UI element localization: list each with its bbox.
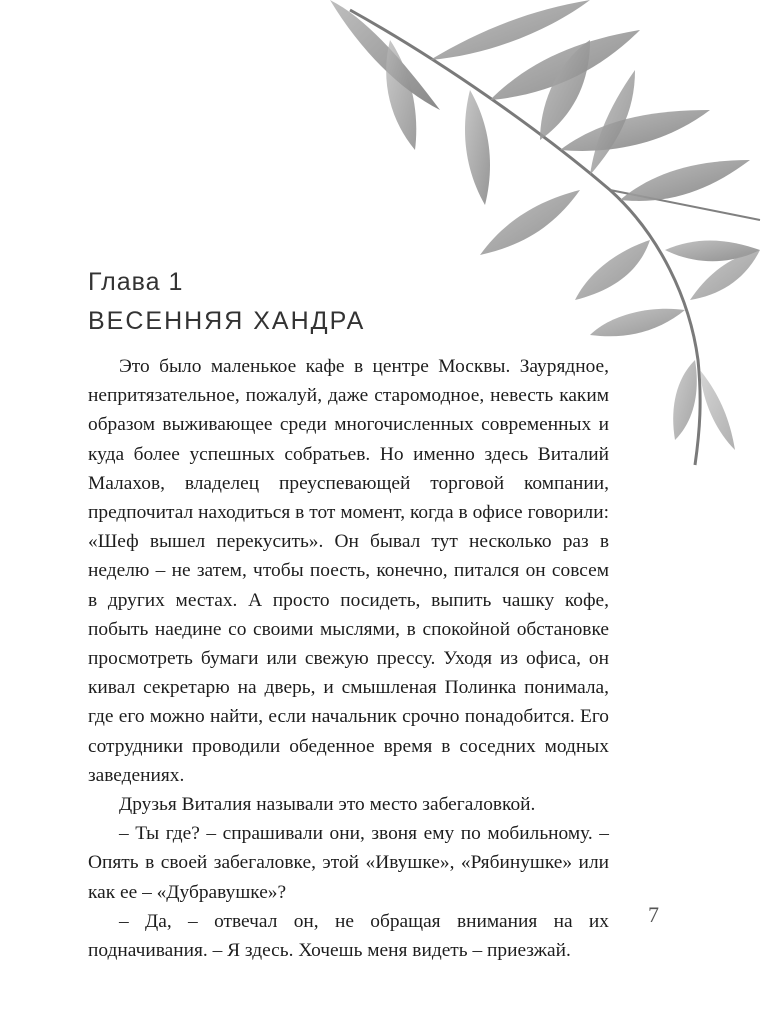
- page-number: 7: [648, 902, 659, 927]
- chapter-title: ВЕСЕННЯЯ ХАНДРА: [88, 307, 366, 335]
- paragraph: – Да, – отвечал он, не обращая внимания на их подначивания. – Я здесь. Хочешь меня видеть – приезжай.: [88, 910, 609, 962]
- chapter-body: [88, 352, 609, 965]
- paragraph: – Ты где? – спрашивали они, звоня ему по мобильному. – Опять в своей забегаловке, этой «Ивушке», «Рябинушке» или как ее – «Дубравушке»?: [88, 823, 609, 903]
- chapter-label: Глава 1: [88, 268, 184, 296]
- paragraph: Это было маленькое кафе в центре Москвы. Заурядное, непритязательное, пожалуй, даже старомодное, невесть каким образом выживающее среди многочисленных современных и куда более успешных собратьев. Но именно здесь Виталий Малахов, владелец преуспевающей торговой компании, предпочитал находиться в тот момент, когда в офисе говорили: «Шеф вышел перекусить». Он бывал тут несколько раз в неделю – не затем, чтобы поесть, конечно, питался он совсем в других местах. А просто посидеть, выпить чашку кофе, побыть наедине со своими мыслями, в спокойной обстановке просмотреть бумаги или свежую прессу. Уходя из офиса, он кивал секретарю на дверь, и смышленая Полинка понимала, где его можно найти, если начальник срочно понадобится. Его сотрудники проводили обеденное время в соседних модных заведениях.: [88, 356, 609, 786]
- paragraph: Друзья Виталия называли это место забегаловкой.: [119, 794, 536, 816]
